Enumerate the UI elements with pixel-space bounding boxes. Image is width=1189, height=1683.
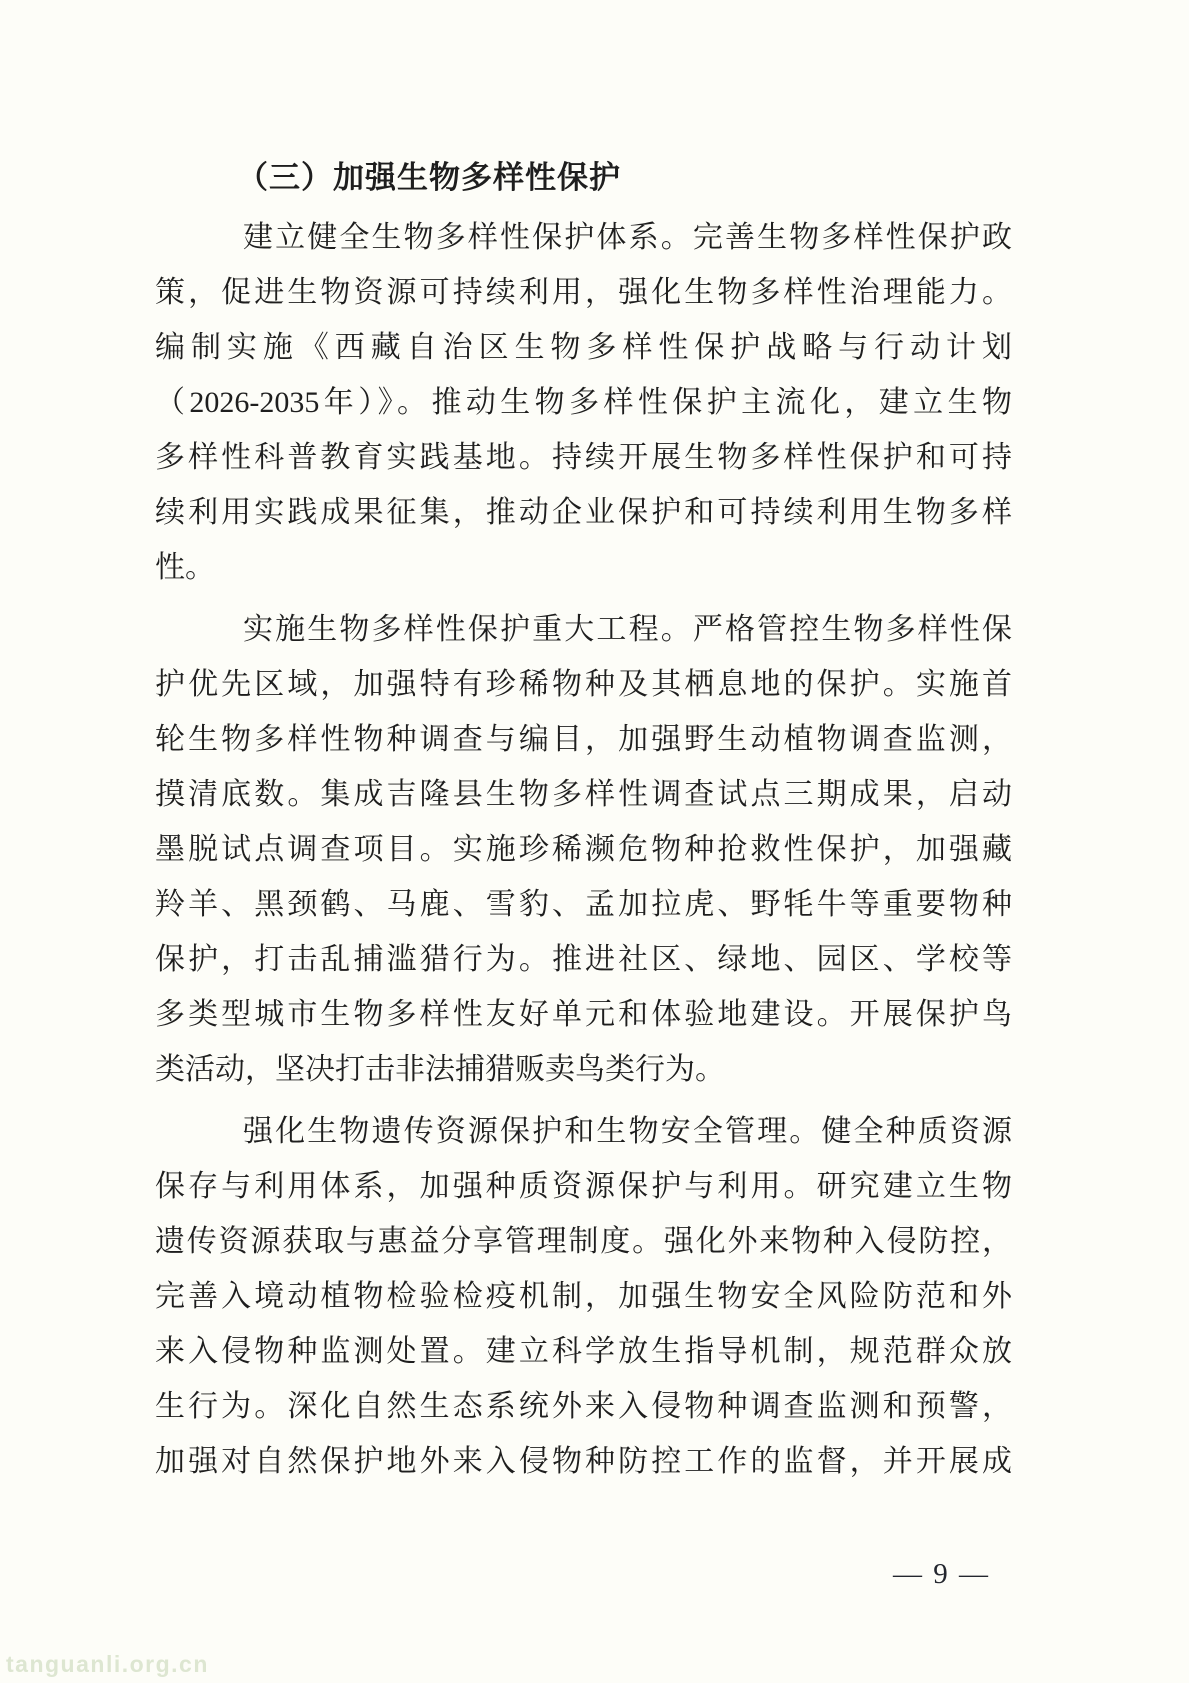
text-line: 建立健全生物多样性保护体系。完善生物多样性保护政 bbox=[243, 221, 1012, 254]
text-line: 加强对自然保护地外来入侵物种防控工作的监督，并开展成 bbox=[155, 1445, 1012, 1478]
paragraph-3 bbox=[155, 1104, 1012, 1489]
section-heading: （三）加强生物多样性保护 bbox=[237, 160, 621, 195]
text-line: （2026-2035年）》。推动生物多样性保护主流化，建立生物 bbox=[155, 386, 1012, 419]
text-line: 编制实施《西藏自治区生物多样性保护战略与行动计划 bbox=[155, 331, 1012, 364]
text-line: 护优先区域，加强特有珍稀物种及其栖息地的保护。实施首 bbox=[155, 668, 1012, 701]
text-line: 续利用实践成果征集，推动企业保护和可持续利用生物多样 bbox=[155, 496, 1012, 529]
text-line: 墨脱试点调查项目。实施珍稀濒危物种抢救性保护，加强藏 bbox=[155, 833, 1012, 866]
text-line: 保护，打击乱捕滥猎行为。推进社区、绿地、园区、学校等 bbox=[155, 943, 1012, 976]
text-line: 策，促进生物资源可持续利用，强化生物多样性治理能力。 bbox=[155, 276, 1012, 309]
text-line: 多类型城市生物多样性友好单元和体验地建设。开展保护鸟 bbox=[155, 998, 1012, 1031]
text-line: 保存与利用体系，加强种质资源保护与利用。研究建立生物 bbox=[155, 1170, 1012, 1203]
text-line: 摸清底数。集成吉隆县生物多样性调查试点三期成果，启动 bbox=[155, 778, 1012, 811]
text-line: 性。 bbox=[155, 551, 215, 584]
text-line: 轮生物多样性物种调查与编目，加强野生动植物调查监测， bbox=[155, 723, 1012, 756]
text-line: 遗传资源获取与惠益分享管理制度。强化外来物种入侵防控， bbox=[155, 1225, 1012, 1258]
text-line: 完善入境动植物检验检疫机制，加强生物安全风险防范和外 bbox=[155, 1280, 1012, 1313]
text-line: 来入侵物种监测处置。建立科学放生指导机制，规范群众放 bbox=[155, 1335, 1012, 1368]
text-line: 实施生物多样性保护重大工程。严格管控生物多样性保 bbox=[243, 613, 1012, 646]
page-number: — 9 — bbox=[893, 1558, 990, 1590]
text-line: 类活动，坚决打击非法捕猎贩卖鸟类行为。 bbox=[155, 1053, 725, 1086]
paragraph-2 bbox=[155, 602, 1012, 1097]
text-line: 羚羊、黑颈鹤、马鹿、雪豹、孟加拉虎、野牦牛等重要物种 bbox=[155, 888, 1012, 921]
paragraph-1 bbox=[155, 210, 1012, 595]
text-line: 生行为。深化自然生态系统外来入侵物种调查监测和预警， bbox=[155, 1390, 1012, 1423]
text-block bbox=[155, 158, 1012, 1496]
text-line: 强化生物遗传资源保护和生物安全管理。健全种质资源 bbox=[243, 1115, 1012, 1148]
text-line: 多样性科普教育实践基地。持续开展生物多样性保护和可持 bbox=[155, 441, 1012, 474]
watermark-text: tanguanli.org.cn bbox=[6, 1651, 209, 1677]
